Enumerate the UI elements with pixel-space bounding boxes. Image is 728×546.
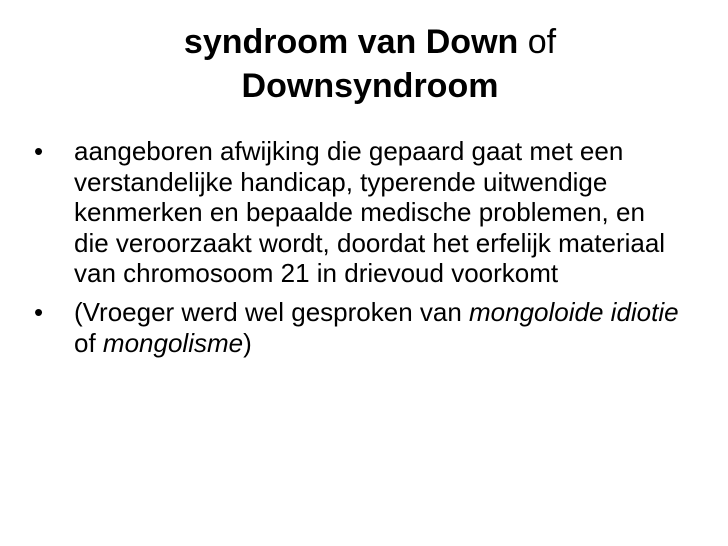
bullet-list: [34, 136, 684, 362]
title-line2: Downsyndroom: [241, 67, 499, 105]
title-normal-part: of: [518, 23, 557, 61]
bullet-text-middle: of: [74, 327, 103, 358]
bullet-item-definition: [34, 136, 684, 289]
title-bold-part: syndroom van Down: [183, 23, 519, 61]
bullet-item-history: [34, 297, 684, 358]
bullet-dot-icon: •: [34, 296, 44, 327]
bullet-italic-term-1: mongoloide idiotie: [469, 296, 679, 327]
bullet-dot-icon: •: [34, 136, 44, 166]
bullet-text-suffix: ): [243, 327, 252, 358]
bullet-italic-term-2: mongolisme: [102, 327, 244, 358]
bullet-text-prefix: (Vroeger werd wel gesproken van: [74, 296, 470, 327]
slide-title: [100, 20, 640, 108]
bullet-text: aangeboren afwijking die gepaard gaat met een verstandelijke handicap, typerende uitwendige kenmerken en bepaalde medische problemen, en die veroorzaakt wordt, doordat het erfelijk materiaal van chromosoom 21 in drievoud voorkomt: [74, 136, 666, 289]
